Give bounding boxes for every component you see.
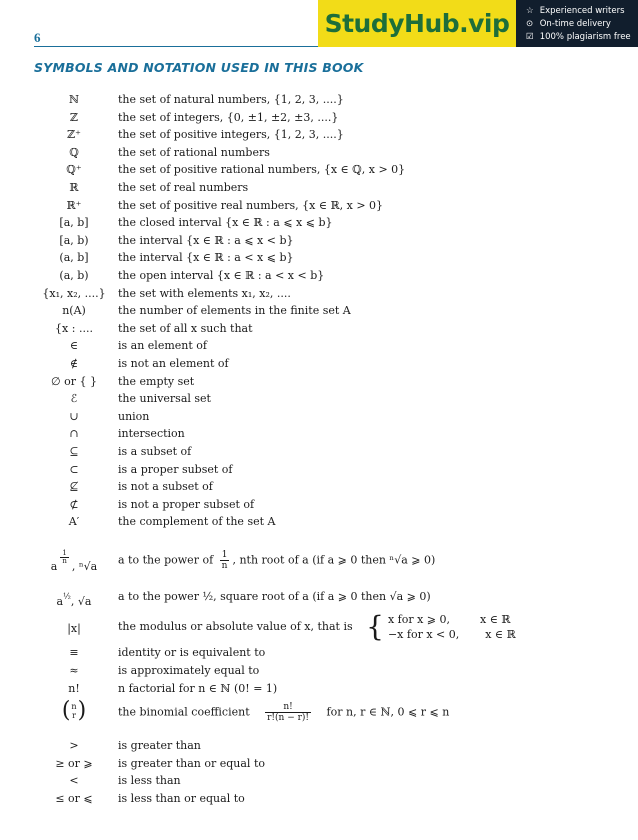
notation-symbol: ℤ⁺ (67, 128, 81, 142)
notation-description: a to the power ½, square root of a (if a ⩾ 0 then √a ⩾ 0) (118, 590, 431, 603)
notation-symbol: ⊂ (69, 462, 79, 476)
notation-description: intersection (118, 427, 185, 441)
notation-row-modulus (0, 612, 638, 646)
page-number: 6 (34, 30, 41, 45)
notation-symbol: [a, b] (59, 216, 89, 230)
notation-description: the universal set (118, 392, 211, 406)
notation-symbol: ℝ⁺ (66, 198, 82, 212)
check-icon: ☑ (526, 31, 534, 42)
notation-description: the open interval {x ∈ ℝ : a < x < b} (118, 269, 325, 282)
notation-symbol: ⊆ (69, 445, 79, 458)
notation-symbol: ∉ (69, 357, 79, 370)
notation-description: is approximately equal to (118, 664, 260, 677)
desc-start: a to the power of (118, 553, 214, 567)
notation-symbol: ∈ (69, 339, 79, 353)
notation-symbol: ≈ (69, 664, 79, 677)
banner-feature (526, 19, 638, 29)
symbol-root: , ⁿ√a (71, 560, 98, 573)
notation-description: is less than or equal to (118, 791, 245, 805)
notation-description: is a subset of (118, 445, 192, 458)
notation-description: the set of integers, {0, ±1, ±2, ±3, ....} (118, 110, 339, 124)
notation-description (118, 702, 618, 723)
notation-symbol: {x : .... (55, 321, 93, 335)
notation-description: n factorial for n ∈ ℕ (0! = 1) (118, 682, 278, 695)
notation-symbol: ∩ (69, 427, 79, 441)
desc-end: , nth root of a (if a ⩾ 0 then ⁿ√a ⩾ 0) (232, 553, 436, 567)
notation-symbol: ≡ (69, 646, 79, 659)
star-icon: ☆ (526, 5, 534, 16)
notation-description: the set of natural numbers, {1, 2, 3, ....} (118, 93, 344, 106)
notation-symbol (14, 590, 134, 609)
banner-features (516, 0, 638, 47)
notation-description: the set of all x such that (118, 321, 253, 335)
notation-description: is not an element of (118, 357, 229, 370)
notation-symbol: n(A) (62, 304, 86, 318)
desc-start: the binomial coefficient (118, 705, 250, 719)
banner-feature-label: Experienced writers (539, 5, 625, 16)
notation-description: is not a proper subset of (118, 497, 255, 511)
notation-symbol: ℕ (68, 93, 80, 106)
notation-description: the set of positive rational numbers, {x ∈ ℚ, x > 0} (118, 163, 406, 177)
notation-description: is a proper subset of (118, 462, 233, 476)
frac-numerator: n! (265, 702, 311, 713)
banner-feature-label: 100% plagiarism free (539, 31, 631, 42)
notation-description: is not a subset of (118, 480, 213, 494)
binom-entries (71, 702, 76, 720)
symbol-root: , √a (70, 595, 92, 608)
notation-description: the set of positive integers, {1, 2, 3, ....} (118, 128, 344, 142)
case-block (388, 612, 516, 642)
case-expr: −x for x < 0, (387, 628, 460, 641)
notation-symbol: {x₁, x₂, ....} (42, 286, 106, 300)
banner-logo-text: StudyHub.vip (324, 9, 510, 38)
notation-symbol: < (69, 774, 79, 787)
notation-symbol: ℰ (70, 392, 78, 406)
frac-denominator: n (221, 561, 228, 571)
left-brace: { (366, 610, 384, 643)
notation-symbol (14, 700, 134, 722)
case-expr: x for x ⩾ 0, (387, 613, 451, 626)
symbol-base: a (56, 595, 64, 608)
notation-symbol: (a, b] (59, 251, 89, 265)
notation-description: is less than (118, 774, 181, 787)
banner-feature (526, 32, 638, 42)
notation-description: the set of real numbers (118, 181, 249, 194)
banner-feature (526, 6, 638, 16)
clock-icon: ⊙ (526, 18, 534, 29)
notation-symbol: ℤ (69, 110, 79, 124)
binom-bottom: r (72, 711, 76, 720)
notation-symbol: (a, b) (59, 269, 89, 282)
notation-symbol (14, 550, 134, 574)
notation-description: is greater than or equal to (118, 756, 265, 770)
notation-symbol: ≥ or ⩾ (55, 756, 93, 770)
notation-description: the interval {x ∈ ℝ : a < x ⩽ b} (118, 251, 294, 265)
case-domain: x ∈ ℝ (485, 628, 516, 641)
ad-banner[interactable] (318, 0, 638, 47)
notation-description: is greater than (118, 739, 201, 752)
binom-right-paren: ) (77, 698, 87, 723)
notation-symbol: ∅ or { } (51, 374, 97, 388)
frac-numerator: 1 (220, 550, 230, 561)
notation-description (118, 550, 618, 571)
header-rule (34, 46, 324, 47)
notation-description: the set of positive real numbers, {x ∈ ℝ, x > 0} (118, 198, 384, 212)
notation-symbol: n! (68, 682, 80, 695)
notation-description: union (118, 409, 150, 423)
notation-symbol: ℚ (69, 145, 79, 159)
banner-feature-label: On-time delivery (539, 18, 611, 29)
notation-description: is an element of (118, 339, 207, 353)
symbol-base: a (50, 560, 58, 573)
binom-left-paren: ( (61, 698, 71, 723)
notation-description: the set of rational numbers (118, 145, 270, 159)
notation-description: the complement of the set A (118, 515, 276, 529)
notation-symbol: [a, b) (59, 233, 89, 247)
binom-top: n (71, 702, 77, 711)
notation-symbol: ℝ (69, 181, 79, 194)
notation-symbol: ⊄ (69, 497, 79, 511)
exp-numerator: 1 (60, 550, 69, 558)
symbol-exponent: ½ (63, 592, 71, 601)
notation-symbol: ∪ (69, 409, 79, 423)
exp-denominator: n (62, 557, 67, 565)
notation-description: identity or is equivalent to (118, 646, 266, 659)
notation-description: the interval {x ∈ ℝ : a ⩽ x < b} (118, 233, 294, 247)
notation-row-binomial (0, 700, 638, 730)
section-heading: SYMBOLS AND NOTATION USED IN THIS BOOK (34, 60, 364, 75)
frac-denominator: r!(n − r)! (267, 713, 310, 723)
notation-description: the number of elements in the finite set A (118, 304, 351, 318)
notation-symbol: > (69, 739, 79, 752)
notation-description: the closed interval {x ∈ ℝ : a ⩽ x ⩽ b} (118, 216, 333, 230)
case-domain: x ∈ ℝ (480, 613, 511, 626)
desc-end: for n, r ∈ ℕ, 0 ⩽ r ⩽ n (326, 705, 450, 719)
notation-description: the set with elements x₁, x₂, .... (118, 286, 291, 300)
notation-symbol: ℚ⁺ (66, 163, 82, 177)
notation-description (118, 612, 618, 642)
notation-symbol: ⊈ (69, 480, 79, 494)
notation-symbol: |x| (67, 622, 81, 635)
notation-symbol: ≤ or ⩽ (55, 791, 93, 805)
modulus-desc-text: the modulus or absolute value of x, that is (118, 620, 353, 633)
banner-logo[interactable] (318, 0, 516, 47)
notation-symbol: A′ (68, 515, 80, 529)
notation-description: the empty set (118, 374, 195, 388)
